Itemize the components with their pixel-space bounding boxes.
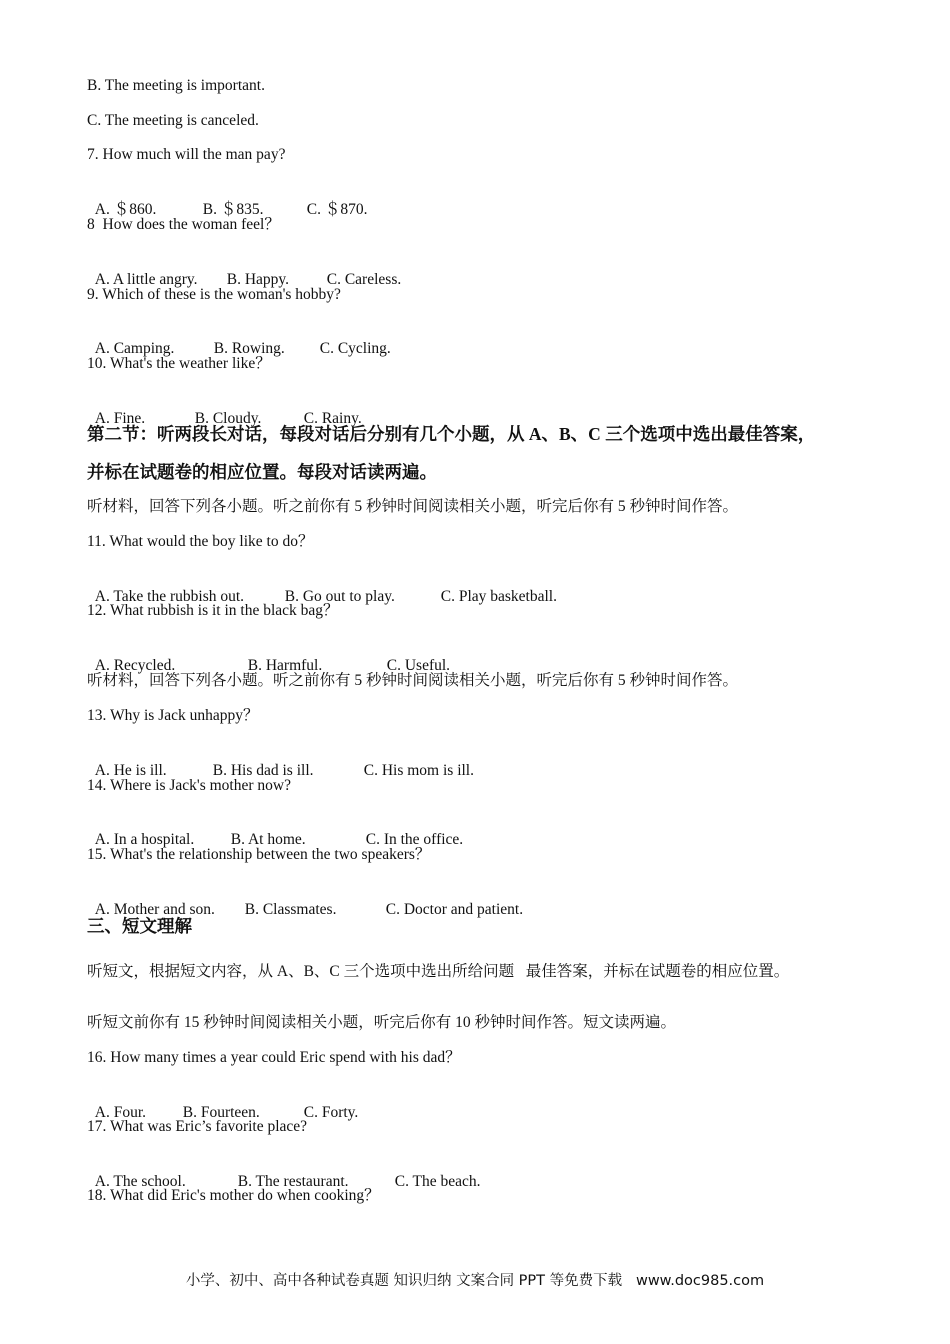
option-c: C. His mom is ill. bbox=[363, 762, 474, 779]
option-a: A. In a hospital. bbox=[94, 831, 195, 848]
option-a: A. Take the rubbish out. bbox=[94, 588, 245, 605]
instruction-2: 听材料，回答下列各小题。听之前你有 5 秒钟时间阅读相关小题，听完后你有 5 秒钟时间作答。 bbox=[87, 672, 739, 689]
options-14 bbox=[87, 810, 463, 850]
option-b: B. His dad is ill. bbox=[212, 762, 314, 779]
option-c: C. Play basketball. bbox=[440, 588, 557, 605]
option-b: B. Harmful. bbox=[247, 657, 323, 674]
option-a: A. Mother and son. bbox=[94, 901, 215, 918]
question-16: 16. How many times a year could Eric spend with his dad？ bbox=[87, 1049, 461, 1066]
option-a: A. A little angry. bbox=[94, 271, 198, 288]
options-12 bbox=[87, 636, 450, 676]
option-c: C. Careless. bbox=[326, 271, 402, 288]
question-12: 12. What rubbish is it in the black bag？ bbox=[87, 602, 339, 619]
question-18: 18. What did Eric's mother do when cooking？ bbox=[87, 1187, 380, 1204]
question-13: 13. Why is Jack unhappy？ bbox=[87, 707, 259, 724]
option-c: C. In the office. bbox=[365, 831, 464, 848]
instruction-3: 听短文，根据短文内容，从 A、B、C 三个选项中选出所给问题 最佳答案，并标在试题卷的相应位置。 bbox=[87, 963, 790, 980]
options-7 bbox=[87, 180, 367, 220]
section-2-heading-line-2: 并标在试题卷的相应位置。每段对话读两遍。 bbox=[87, 462, 437, 482]
option-b: B. Rowing. bbox=[213, 340, 285, 357]
section-3-heading: 三、短文理解 bbox=[87, 916, 192, 936]
option-b: B. The restaurant. bbox=[237, 1173, 349, 1190]
option-a: A. Four. bbox=[94, 1104, 146, 1121]
page-footer: 小学、初中、高中各种试卷真题 知识归纳 文案合同 PPT 等免费下载 www.doc985.com bbox=[185, 1273, 765, 1289]
option-b: B. At home. bbox=[230, 831, 306, 848]
question-9: 9. Which of these is the woman's hobby? bbox=[87, 286, 341, 303]
option-c: C. ＄870. bbox=[306, 201, 368, 218]
option-6c: C. The meeting is canceled. bbox=[87, 112, 259, 129]
option-a: A. Fine. bbox=[94, 410, 146, 427]
option-b: B. Happy. bbox=[226, 271, 290, 288]
question-15: 15. What's the relationship between the two speakers？ bbox=[87, 846, 431, 863]
option-a: A. The school. bbox=[94, 1173, 186, 1190]
option-a: A. He is ill. bbox=[94, 762, 167, 779]
question-7: 7. How much will the man pay? bbox=[87, 146, 286, 163]
options-13 bbox=[87, 741, 474, 781]
option-a: A. Camping. bbox=[94, 340, 175, 357]
section-2-heading-line-1: 第二节：听两段长对话，每段对话后分别有几个小题，从 A、B、C 三个选项中选出最佳答案， bbox=[87, 424, 816, 444]
option-c: C. Forty. bbox=[303, 1104, 359, 1121]
option-c: C. Rainy. bbox=[303, 410, 362, 427]
option-c: C. Useful. bbox=[386, 657, 451, 674]
option-c: C. The beach. bbox=[394, 1173, 481, 1190]
option-a: A. Recycled. bbox=[94, 657, 176, 674]
options-8 bbox=[87, 250, 401, 290]
question-8: 8 How does the woman feel？ bbox=[87, 216, 280, 233]
option-c: C. Doctor and patient. bbox=[385, 901, 524, 918]
question-10: 10. What's the weather like？ bbox=[87, 355, 271, 372]
question-17: 17. What was Eric’s favorite place? bbox=[87, 1118, 308, 1135]
option-6b: B. The meeting is important. bbox=[87, 77, 265, 94]
option-b: B. Cloudy. bbox=[194, 410, 262, 427]
question-14: 14. Where is Jack's mother now? bbox=[87, 777, 291, 794]
option-b: B. Go out to play. bbox=[284, 588, 395, 605]
instruction-4: 听短文前你有 15 秒钟时间阅读相关小题，听完后你有 10 秒钟时间作答。短文读两遍。 bbox=[87, 1014, 677, 1031]
question-11: 11. What would the boy like to do？ bbox=[87, 533, 314, 550]
instruction-1: 听材料，回答下列各小题。听之前你有 5 秒钟时间阅读相关小题，听完后你有 5 秒钟时间作答。 bbox=[87, 498, 739, 515]
options-9 bbox=[87, 319, 391, 359]
option-b: B. ＄835. bbox=[202, 201, 264, 218]
option-a: A. ＄860. bbox=[94, 201, 157, 218]
option-b: B. Fourteen. bbox=[182, 1104, 260, 1121]
option-c: C. Cycling. bbox=[319, 340, 391, 357]
option-b: B. Classmates. bbox=[244, 901, 337, 918]
